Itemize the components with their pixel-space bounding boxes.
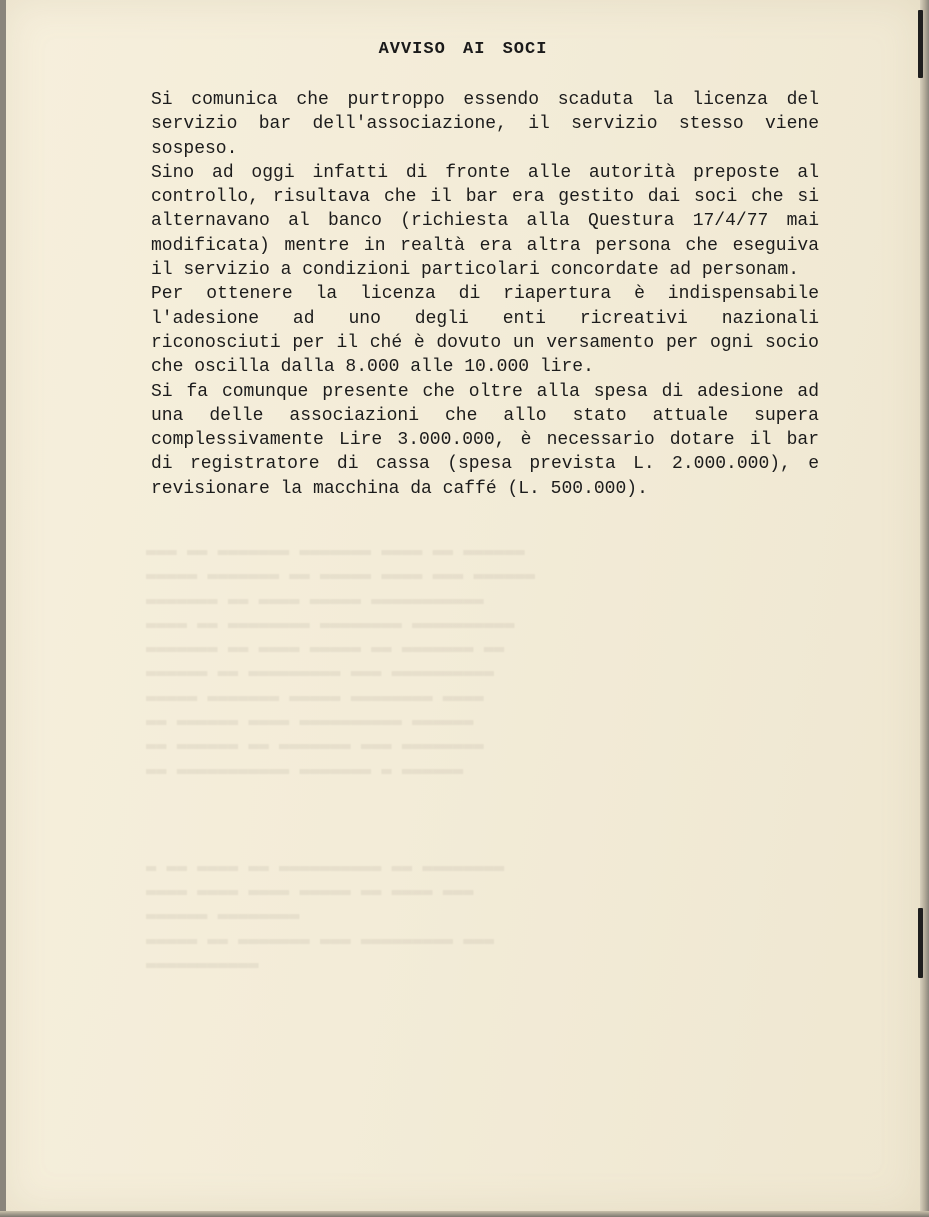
document-title: AVVISO AI SOCI [378,40,548,59]
paper-right-edge [920,0,929,1217]
paragraph-license-expired: Si comunica che purtroppo essendo scaduta la licenza del servizio bar dell'associazione, il servizio stesso viene sospeso. [151,90,819,159]
paragraph-reopening-requirements: Per ottenere la licenza di riapertura è indispensabile l'adesione ad uno degli enti ricreativi nazionali riconosciuti per il ché è dovuto un versamento per ogni socio che oscilla dalla 8.000 alle 10.000 lire. [151,284,819,378]
show-through-texture: ▬▬▬ ▬▬ ▬▬▬▬▬▬▬ ▬▬▬▬▬▬▬ ▬▬▬▬ ▬▬ ▬▬▬▬▬▬ ▬▬▬▬▬ ▬▬▬▬▬▬▬ ▬▬ ▬▬▬▬▬ ▬▬▬▬ ▬▬▬ ▬▬▬▬▬▬ ▬▬▬▬▬▬▬ ▬▬ ▬▬▬▬ ▬▬▬▬▬ ▬▬▬▬▬▬▬▬▬▬▬ ▬▬▬▬ ▬▬ ▬▬▬▬▬▬▬▬ ▬▬▬▬▬▬▬▬ ▬▬▬▬▬▬▬▬▬▬ ▬▬▬▬▬▬▬ ▬▬ ▬▬▬▬ ▬▬▬▬▬ ▬▬ ▬▬▬▬▬▬▬ ▬▬ ▬▬▬▬▬▬ ▬▬ ▬▬▬▬▬▬▬▬▬ ▬▬▬ ▬▬▬▬▬▬▬▬▬▬ ▬▬▬▬▬ ▬▬▬▬▬▬▬ ▬▬▬▬▬ ▬▬▬▬▬▬▬▬ ▬▬▬▬ ▬▬ ▬▬▬▬▬▬ ▬▬▬▬ ▬▬▬▬▬▬▬▬▬▬ ▬▬▬▬▬▬ ▬▬ ▬▬▬▬▬▬ ▬▬ ▬▬▬▬▬▬▬ ▬▬▬ ▬▬▬▬▬▬▬▬ ▬▬ ▬▬▬▬▬▬▬▬▬▬▬ ▬▬▬▬▬▬▬ ▬ ▬▬▬▬▬▬ ▬ ▬▬ ▬▬▬▬ ▬▬ ▬▬▬▬▬▬▬▬▬▬ ▬▬ ▬▬▬▬▬▬▬▬ ▬▬▬▬ ▬▬▬▬ ▬▬▬▬ ▬▬▬▬▬ ▬▬ ▬▬▬▬ ▬▬▬ ▬▬▬▬▬▬ ▬▬▬▬▬▬▬▬ ▬▬▬▬▬ ▬▬ ▬▬▬▬▬▬▬ ▬▬▬ ▬▬▬▬▬▬▬▬▬ ▬▬▬ ▬▬▬▬▬▬▬▬▬▬▬ [146,542,535,976]
staple-bottom [918,908,923,978]
paper-sheet [6,0,920,1212]
notice-body [151,88,819,501]
paragraph-costs: Si fa comunque presente che oltre alla spesa di adesione ad una delle associazioni che allo stato attuale supera complessivamente Lire 3.000.000, è necessario dotare il bar di registratore di cassa (spesa prevista L. 2.000.000), e revisionare la macchina da caffé (L. 500.000). [151,381,819,499]
staple-top [918,10,923,78]
paragraph-bar-management: Sino ad oggi infatti di fronte alle autorità preposte al controllo, risultava che il bar era gestito dai soci che si alternavano al banco (richiesta alla Questura 17/4/77 mai modificata) mentre in realtà era altra persona che eseguiva il servizio a condizioni particolari concordate ad personam. [151,162,819,281]
paper-bottom-edge [0,1211,929,1217]
